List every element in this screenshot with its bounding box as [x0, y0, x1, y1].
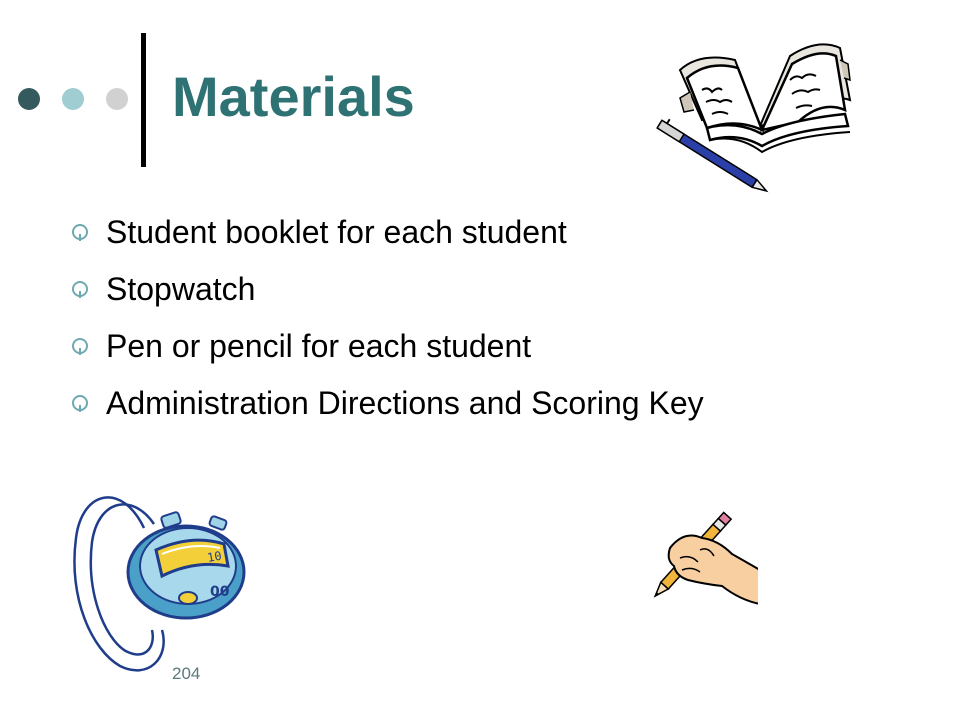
- dot-light: [106, 88, 128, 110]
- stopwatch-icon: [62, 480, 252, 680]
- list-item-text: Administration Directions and Scoring Key: [106, 385, 704, 421]
- ring-bullet-icon: [72, 338, 88, 354]
- stopwatch-display: 10: [206, 548, 223, 565]
- list-item-text: Pen or pencil for each student: [106, 328, 532, 364]
- slide-title: Materials: [172, 65, 415, 128]
- ring-bullet-icon: [72, 281, 88, 297]
- decorative-dots-icon: [12, 88, 132, 112]
- list-item: [72, 381, 704, 438]
- dot-dark: [18, 88, 40, 110]
- list-item-text: Stopwatch: [106, 271, 256, 307]
- list-item: [72, 210, 704, 267]
- dot-mid: [62, 88, 84, 110]
- page-number: 204: [172, 664, 201, 683]
- list-item: [72, 267, 704, 324]
- ring-bullet-icon: [72, 395, 88, 411]
- stopwatch-buttons: 00: [210, 584, 230, 600]
- list-item: [72, 324, 704, 381]
- title-divider: [141, 33, 146, 167]
- open-book-icon: [640, 30, 860, 200]
- materials-list: [72, 210, 704, 438]
- ring-bullet-icon: [72, 224, 88, 240]
- writing-hand-icon: [640, 500, 770, 610]
- list-item-text: Student booklet for each student: [106, 214, 567, 250]
